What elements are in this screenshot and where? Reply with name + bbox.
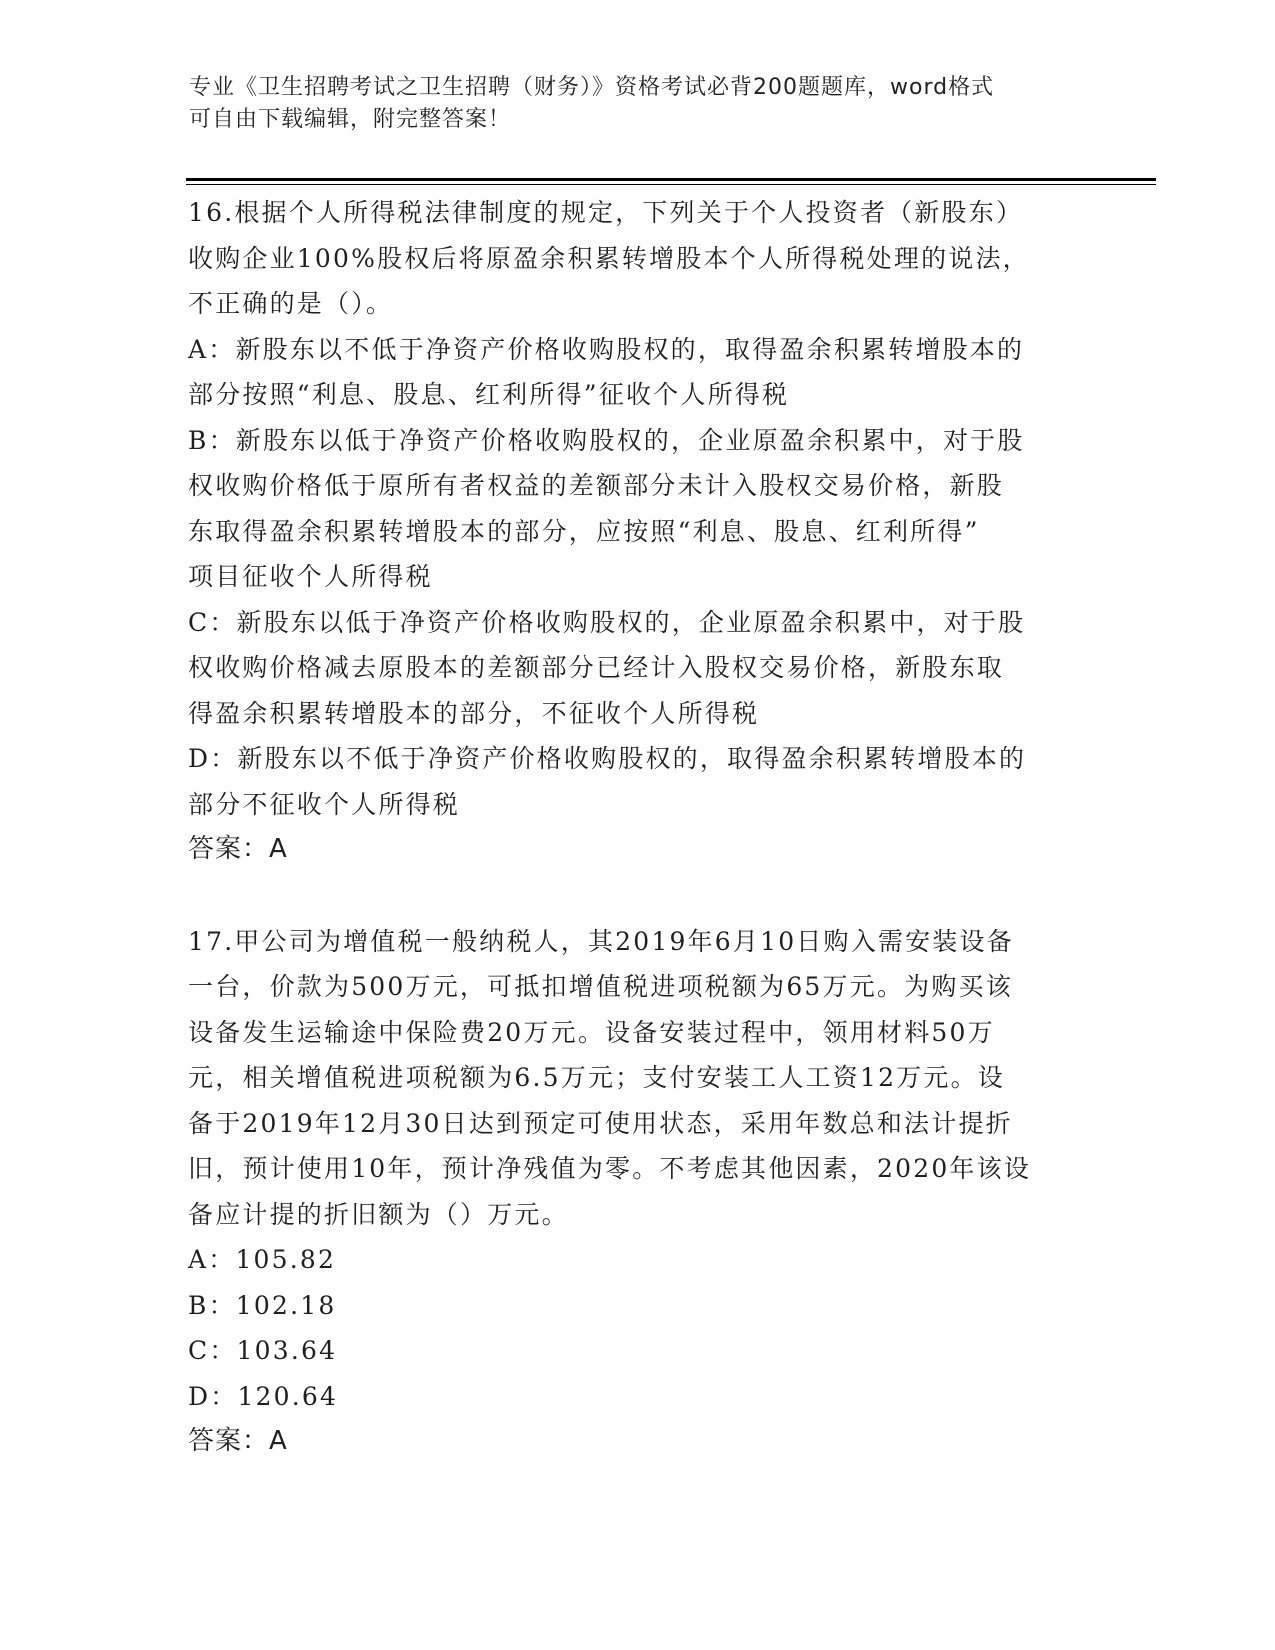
option-b-line: 权收购价格低于原所有者权益的差额部分未计入股权交易价格，新股 bbox=[188, 471, 1005, 500]
question-list bbox=[188, 190, 1088, 1465]
question-spacer bbox=[188, 873, 1088, 919]
option-c-line: 得盈余积累转增股本的部分，不征收个人所得税 bbox=[188, 698, 760, 728]
question-stem-line: 旧，预计使用10年，预计净残值为零。不考虑其他因素，2020年该设 bbox=[188, 1154, 1032, 1183]
question-16 bbox=[188, 190, 1088, 873]
option-c: C：103.64 bbox=[188, 1336, 338, 1365]
document-header bbox=[189, 72, 1089, 136]
question-stem-line: 元，相关增值税进项税额为6.5万元；支付安装工人工资12万元。设 bbox=[188, 1063, 1005, 1092]
option-b-line: 项目征收个人所得税 bbox=[188, 562, 433, 591]
header-line-2: 可自由下载编辑，附完整答案！ bbox=[189, 107, 512, 132]
question-stem-line: 收购企业100%股权后将原盈余积累转增股本个人所得税处理的说法， bbox=[188, 243, 1030, 273]
question-stem-line: 设备发生运输途中保险费20万元。设备安装过程中，领用材料50万 bbox=[188, 1017, 995, 1047]
option-d-line: D：新股东以不低于净资产价格收购股权的，取得盈余积累转增股本的 bbox=[188, 744, 1027, 773]
option-a-line: 部分按照“利息、股息、红利所得”征收个人所得税 bbox=[188, 380, 790, 409]
option-b-line: B：新股东以低于净资产价格收购股权的，企业原盈余积累中，对于股 bbox=[188, 425, 1025, 455]
option-a: A：105.82 bbox=[188, 1245, 337, 1274]
option-b-line: 东取得盈余积累转增股本的部分，应按照“利息、股息、红利所得” bbox=[188, 516, 980, 546]
question-stem-line: 17.甲公司为增值税一般纳税人，其2019年6月10日购入需安装设备 bbox=[188, 926, 1014, 956]
question-stem-line: 备应计提的折旧额为（）万元。 bbox=[188, 1199, 569, 1229]
option-c-line: C：新股东以低于净资产价格收购股权的，企业原盈余积累中，对于股 bbox=[188, 607, 1026, 637]
question-stem-line: 一台，价款为500万元，可抵扣增值税进项税额为65万元。为购买该 bbox=[188, 972, 1013, 1001]
question-stem-line: 16.根据个人所得税法律制度的规定，下列关于个人投资者（新股东） bbox=[188, 198, 1024, 227]
header-rule-thin bbox=[186, 184, 1156, 185]
option-d-line: 部分不征收个人所得税 bbox=[188, 789, 461, 819]
answer-line: 答案：A bbox=[188, 1426, 288, 1456]
option-c-line: 权收购价格减去原股本的差额部分已经计入股权交易价格，新股东取 bbox=[188, 653, 1005, 682]
option-b: B：102.18 bbox=[188, 1290, 337, 1320]
question-17 bbox=[188, 919, 1088, 1465]
header-line-1: 专业《卫生招聘考试之卫生招聘（财务）》资格考试必背200题题库，word格式 bbox=[189, 75, 995, 100]
option-d: D：120.64 bbox=[188, 1381, 339, 1411]
answer-line: 答案：A bbox=[188, 834, 288, 864]
question-stem-line: 备于2019年12月30日达到预定可使用状态，采用年数总和法计提折 bbox=[188, 1108, 1013, 1138]
header-rule-thick bbox=[186, 178, 1156, 181]
question-stem-line: 不正确的是（）。 bbox=[188, 289, 394, 318]
option-a-line: A：新股东以不低于净资产价格收购股权的，取得盈余积累转增股本的 bbox=[188, 334, 1025, 364]
